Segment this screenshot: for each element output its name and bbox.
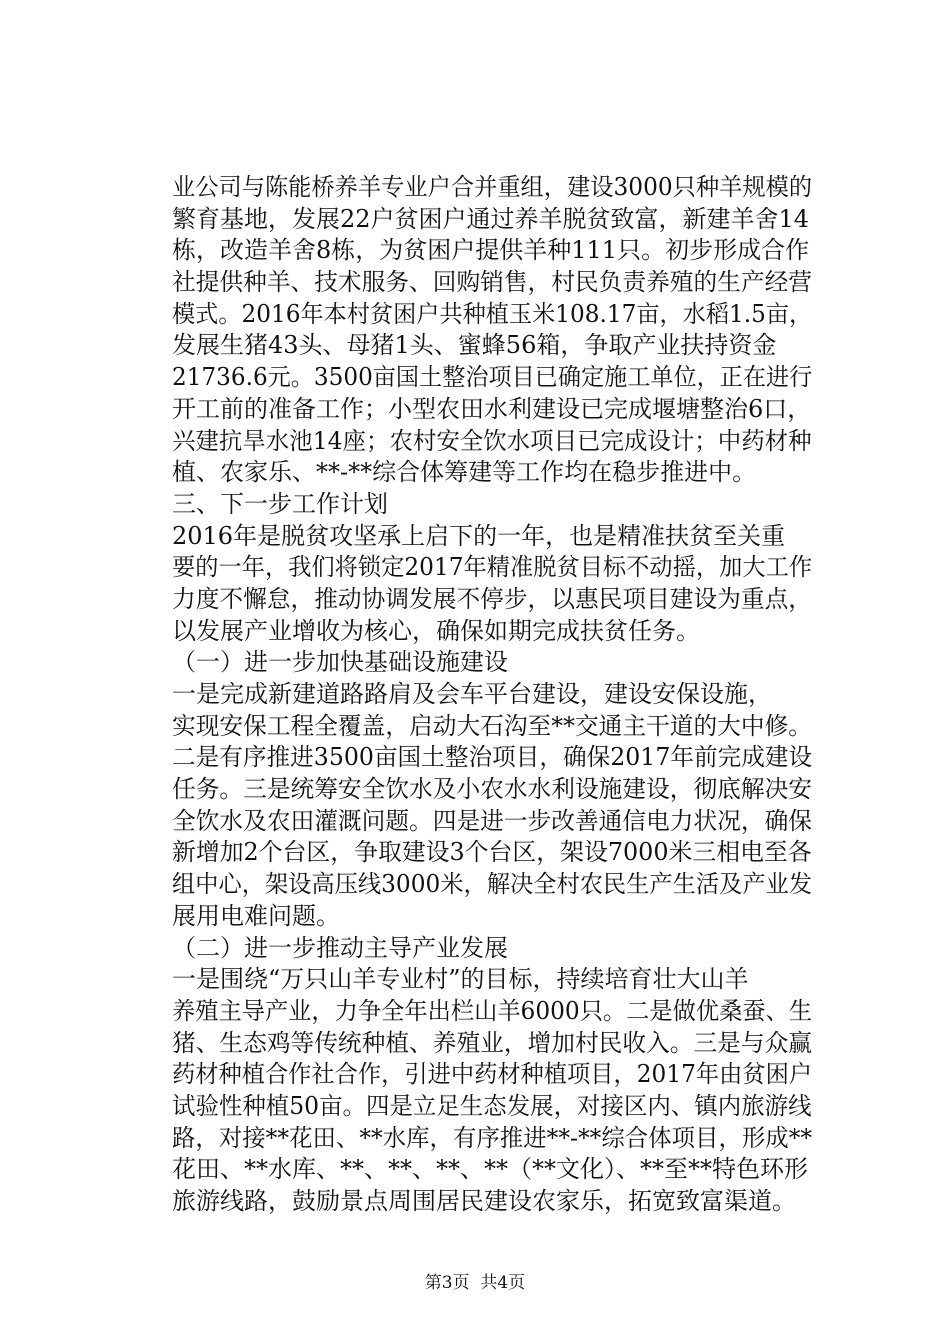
section-heading: （二）进一步推动主导产业发展 — [172, 933, 508, 962]
paragraph-line: 旅游线路，鼓励景点周围居民建设农家乐，拓宽致富渠道。 — [172, 1187, 796, 1215]
paragraph-line: 开工前的准备工作；小型农田水利建设已完成堰塘整治6口， — [172, 394, 812, 423]
paragraph-line: 任务。三是统筹安全饮水及小农水水利设施建设，彻底解决安 — [172, 775, 812, 804]
paragraph-line: 繁育基地，发展22户贫困户通过养羊脱贫致富，新建羊舍14 — [172, 204, 810, 233]
paragraph-line: 兴建抗旱水池14座；农村安全饮水项目已完成设计；中药材种 — [172, 426, 812, 455]
paragraph-line: 力度不懈怠，推动协调发展不停步，以惠民项目建设为重点， — [172, 584, 812, 613]
paragraph-line: 21736.6元。3500亩国土整治项目已确定施工单位，正在进行 — [172, 363, 813, 392]
paragraph-line: 全饮水及农田灌溉问题。四是进一步改善通信电力状况，确保 — [172, 806, 812, 835]
paragraph-line: 新增加2个台区，争取建设3个台区，架设7000米三相电至各 — [172, 838, 812, 867]
paragraph-line: 试验性种植50亩。四是立足生态发展，对接区内、镇内旅游线 — [172, 1091, 812, 1120]
section-heading: 三、下一步工作计划 — [172, 489, 388, 518]
paragraph-line: 猪、生态鸡等传统种植、养殖业，增加村民收入。三是与众赢 — [172, 1028, 812, 1057]
paragraph-line: 花田、**水库、**、**、**、**（**文化）、**至**特色环形 — [172, 1155, 808, 1184]
paragraph-line: 社提供种羊、技术服务、回购销售，村民负责养殖的生产经营 — [172, 268, 812, 297]
paragraph-line: 组中心，架设高压线3000米，解决全村农民生产生活及产业发 — [172, 870, 813, 899]
paragraph-line: 2016年是脱贫攻坚承上启下的一年，也是精准扶贫至关重 — [172, 521, 786, 550]
paragraph-line: 展用电难问题。 — [172, 901, 340, 930]
section-heading: （一）进一步加快基础设施建设 — [172, 648, 508, 677]
paragraph-line: 养殖主导产业，力争全年出栏山羊6000只。二是做优桑蚕、生 — [172, 996, 813, 1025]
paragraph-line: 路，对接**花田、**水库，有序推进**-**综合体项目，形成** — [172, 1123, 813, 1152]
paragraph-line: 要的一年，我们将锁定2017年精准脱贫目标不动摇，加大工作 — [172, 553, 813, 582]
paragraph-line: 一是围绕“万只山羊专业村”的目标，持续培育壮大山羊 — [172, 965, 749, 994]
paragraph-line: 植、农家乐、**-**综合体筹建等工作均在稳步推进中。 — [172, 458, 757, 487]
paragraph-line: 发展生猪43头、母猪1头、蜜蜂56箱，争取产业扶持资金 — [172, 331, 777, 360]
document-body — [172, 172, 812, 1218]
paragraph-line: 业公司与陈能桥养羊专业户合并重组，建设3000只种羊规模的 — [172, 173, 813, 201]
paragraph-line: 实现安保工程全覆盖，启动大石沟至**交通主干道的大中修。 — [172, 711, 812, 740]
page-footer: 第3页 共4页 — [424, 1273, 526, 1293]
paragraph-line: 二是有序推进3500亩国土整治项目，确保2017年前完成建设 — [172, 743, 813, 772]
paragraph-line: 以发展产业增收为核心，确保如期完成扶贫任务。 — [172, 616, 700, 645]
paragraph-line: 一是完成新建道路路肩及会车平台建设，建设安保设施， — [172, 680, 772, 708]
paragraph-line: 栋，改造羊舍8栋，为贫困户提供羊种111只。初步形成合作 — [172, 236, 810, 265]
paragraph-line: 模式。2016年本村贫困户共种植玉米108.17亩，水稻1.5亩， — [172, 299, 813, 328]
paragraph-line: 药材种植合作社合作，引进中药材种植项目，2017年由贫困户 — [172, 1060, 813, 1089]
